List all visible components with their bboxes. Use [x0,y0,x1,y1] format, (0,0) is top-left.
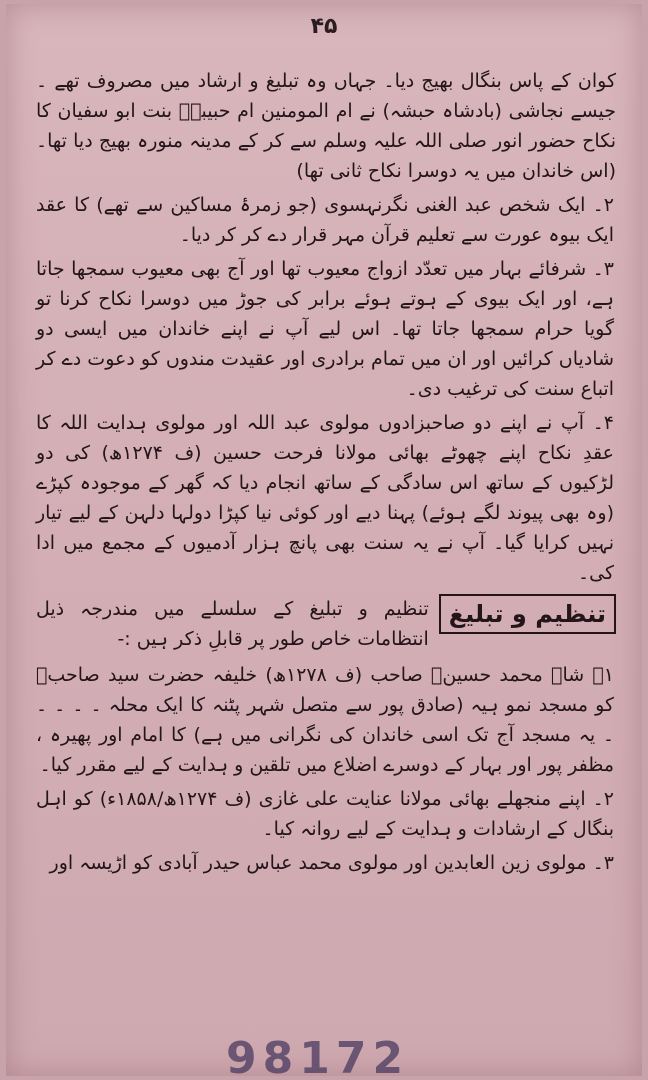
library-stamp: 98172 [226,1033,410,1076]
list-item-2: ۲۔ اپنے منجھلے بھائی مولانا عنایت علی غازی (ف ۱۲۷۴ھ/۱۸۵۸ء) کو اہل بنگال کے ارشادات و ہدایت کے لیے روانہ کیا۔ [36,788,614,840]
paragraph-item-2: ۲۔ ایک شخص عبد الغنی نگرنہسوی (جو زمرۂ مساکین سے تھے) کا عقد ایک بیوہ عورت سے تعلیم قرآن مہر قرار دے کر کر دیا۔ [36,194,614,246]
section-heading-box: تنظیم و تبلیغ [439,594,616,634]
page-number: ۴۵ [310,14,338,39]
list-item-1: ۱۔ شاہ محمد حسینؒ صاحب (ف ۱۲۷۸ھ) خلیفہ حضرت سید صاحبؒ کو مسجد نمو ہیہ (صادق پور سے متصل شہر پٹنہ کا ایک محلہ ۔ ۔ ۔ ۔ ۔ یہ مسجد آج تک اسی خاندان کی نگرانی میں ہے) کا امام اور پھیرہ ، مظفر پور اور بہار کے دوسرے اضلاع میں تلقین و ہدایت کے لیے مقرر کیا۔ [36,664,614,776]
page-body [36,66,616,882]
paragraph-continuation: کوان کے پاس بنگال بھیج دیا۔ جہاں وہ تبلیغ و ارشاد میں مصروف تھے ۔ جیسے نجاشی (بادشاہ حبشہ) نے ام المومنین ام حبیبہؓ بنت ابو سفیان کا نکاح حضور انور صلی اللہ علیہ وسلم سے کر کے مدینہ منورہ بھیج دیا تھا۔ (اس خاندان میں یہ دوسرا نکاح ثانی تھا) [36,70,616,182]
book-page [6,4,642,1076]
section-intro: تنظیم و تبلیغ کے سلسلے میں مندرجہ ذیل انتظامات خاص طور پر قابلِ ذکر ہیں :- [36,598,429,650]
section-heading [36,594,616,654]
paragraph-item-4: ۴۔ آپ نے اپنے دو صاحبزادوں مولوی عبد اللہ اور مولوی ہدایت اللہ کا عقدِ نکاح اپنے چھوٹے بھائی مولانا فرحت حسین (ف ۱۲۷۴ھ) کی دو لڑکیوں کے ساتھ اس سادگی کے ساتھ انجام دیا کہ گھر کے موجودہ کپڑے (وہ بھی پیوند لگے ہوئے) پہنا دیے اور کوئی نیا کپڑا دولہا دلہن کے لیے تیار نہیں کرایا گیا۔ آپ نے یہ سنت بھی پانچ ہزار آدمیوں کے مجمع میں ادا کی۔ [36,412,615,584]
paragraph-item-3: ۳۔ شرفائے بہار میں تعدّد ازواج معیوب تھا اور آج بھی معیوب سمجھا جاتا ہے، اور ایک بیوی کے ہوتے ہوئے برابر کی جوڑ میں دوسرا نکاح کرنا تو گویا حرام سمجھا جاتا تھا۔ اس لیے آپ نے اپنے خاندان میں ایسی دو شادیاں کرائیں اور ان میں تمام برادری اور عقیدت مندوں کو دعوت دے کر اتباع سنت کی ترغیب دی۔ [36,258,614,400]
list-item-3: ۳۔ مولوی زین العابدین اور مولوی محمد عباس حیدر آبادی کو اڑیسہ اور [49,852,614,874]
